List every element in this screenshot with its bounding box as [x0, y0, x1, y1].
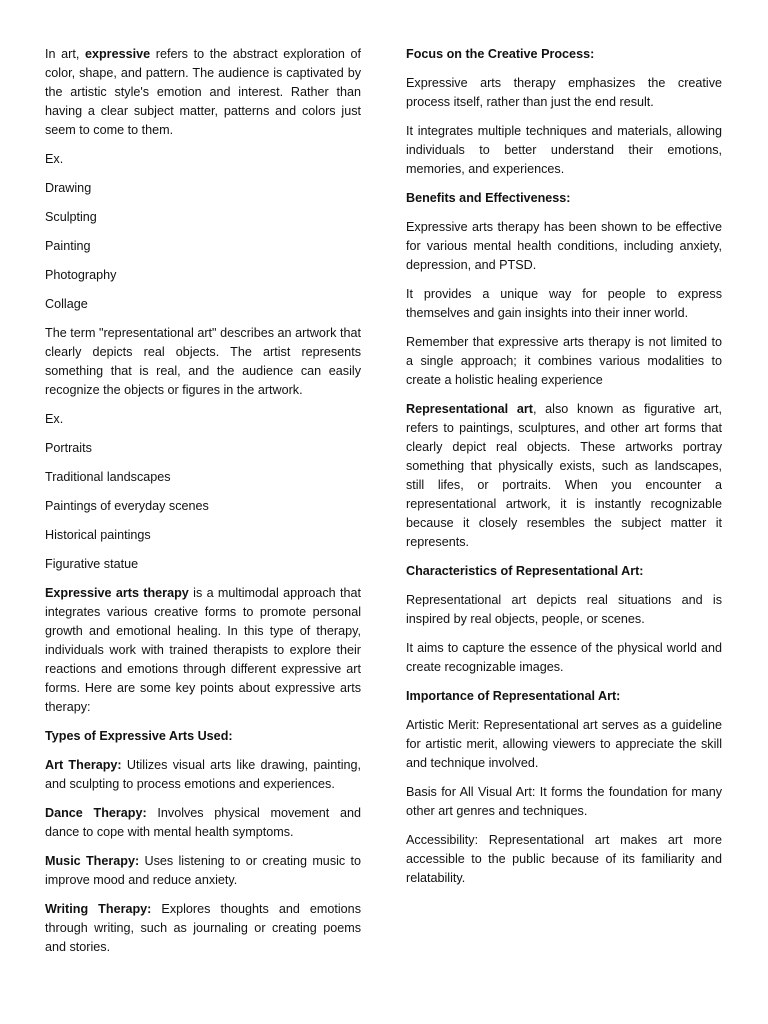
- intro-term-expressive: expressive: [84, 47, 151, 61]
- benefits-heading: Benefits and Effectiveness:: [406, 191, 571, 205]
- representational-rest: , also known as figurative art, refers to paintings, sculptures, and other art forms that clearly depict real objects. These artworks portray something that physically exists, such as landscapes, still lifes, or portraits. When you encounter a representational artwork, it is instantly recognizable because it closely resembles the subject matter it represents.: [406, 402, 722, 549]
- left-column: [45, 45, 361, 967]
- therapy-rest: is a multimodal approach that integrates various creative forms to promote personal growth and emotional healing. In this type of therapy, individuals work with trained therapists to explore their reactions and emotions through different expressive art forms. Here are some key points about expressive arts therapy:: [45, 586, 361, 714]
- therapy-intro-paragraph: [45, 584, 361, 717]
- focus-paragraph-1: Expressive arts therapy emphasizes the creative process itself, rather than just the end result.: [406, 76, 722, 109]
- type-term: Writing Therapy:: [45, 902, 152, 916]
- type-text: Uses listening to or creating music to improve mood and reduce anxiety.: [45, 854, 362, 887]
- list-item: Drawing: [45, 181, 92, 195]
- list-item: Portraits: [45, 441, 92, 455]
- characteristics-heading: Characteristics of Representational Art:: [406, 564, 644, 578]
- list-item: Photography: [45, 268, 117, 282]
- list-item: Historical paintings: [45, 528, 151, 542]
- type-paragraph: [45, 804, 361, 842]
- characteristics-paragraph-1: Representational art depicts real situations and is inspired by real objects, people, or scenes.: [406, 593, 722, 626]
- list-item: Traditional landscapes: [45, 470, 171, 484]
- importance-heading: Importance of Representational Art:: [406, 689, 621, 703]
- list-item: Figurative statue: [45, 557, 139, 571]
- example-label: Ex.: [45, 412, 64, 426]
- importance-paragraph: Basis for All Visual Art: It forms the foundation for many other art genres and techniques.: [406, 785, 722, 818]
- benefits-paragraph-1: Expressive arts therapy has been shown to be effective for various mental health conditions, including anxiety, depression, and PTSD.: [406, 220, 722, 272]
- remember-paragraph: Remember that expressive arts therapy is not limited to a single approach; it combines various modalities to create a holistic healing experience: [406, 335, 722, 387]
- list-item: Sculpting: [45, 210, 97, 224]
- focus-paragraph-2: It integrates multiple techniques and materials, allowing individuals to better understand their emotions, memories, and experiences.: [406, 124, 722, 176]
- expressive-intro-paragraph: [45, 45, 361, 140]
- type-paragraph: [45, 756, 361, 794]
- type-term: Music Therapy:: [45, 854, 140, 868]
- importance-paragraph: Accessibility: Representational art makes art more accessible to the public because of its familiarity and relatability.: [406, 833, 722, 885]
- type-term: Dance Therapy:: [45, 806, 147, 820]
- type-text: Involves physical movement and dance to cope with mental health symptoms.: [45, 806, 361, 839]
- list-item: Paintings of everyday scenes: [45, 499, 209, 513]
- intro-rest: refers to the abstract exploration of color, shape, and pattern. The audience is captivated by the artistic style's emotion and interest. Rather than having a clear subject matter, patterns and colors just seem to come to them.: [45, 47, 362, 137]
- example-label: Ex.: [45, 152, 64, 166]
- importance-paragraph: Artistic Merit: Representational art serves as a guideline for artistic merit, allowing viewers to appreciate the skill and technique involved.: [406, 718, 722, 770]
- right-column: [406, 45, 722, 898]
- type-text: Utilizes visual arts like drawing, painting, and sculpting to process emotions and experiences.: [45, 758, 361, 791]
- therapy-term: Expressive arts therapy: [45, 586, 189, 600]
- list-item: Collage: [45, 297, 88, 311]
- characteristics-paragraph-2: It aims to capture the essence of the physical world and create recognizable images.: [406, 641, 722, 674]
- focus-heading: Focus on the Creative Process:: [406, 47, 595, 61]
- representational-term: Representational art: [406, 402, 533, 416]
- list-item: Painting: [45, 239, 91, 253]
- type-paragraph: [45, 900, 361, 957]
- type-text: Explores thoughts and emotions through writing, such as journaling or creating poems and stories.: [45, 902, 361, 954]
- representational-intro-paragraph: The term "representational art" describes an artwork that clearly depicts real objects. The artist represents something that is real, and the audience can easily recognize the objects or figures in the artwork.: [45, 326, 361, 397]
- benefits-paragraph-2: It provides a unique way for people to express themselves and gain insights into their inner world.: [406, 287, 722, 320]
- intro-lead: In art,: [45, 47, 80, 61]
- representational-definition-paragraph: [406, 400, 722, 552]
- types-heading: Types of Expressive Arts Used:: [45, 729, 233, 743]
- type-term: Art Therapy:: [45, 758, 122, 772]
- type-paragraph: [45, 852, 361, 890]
